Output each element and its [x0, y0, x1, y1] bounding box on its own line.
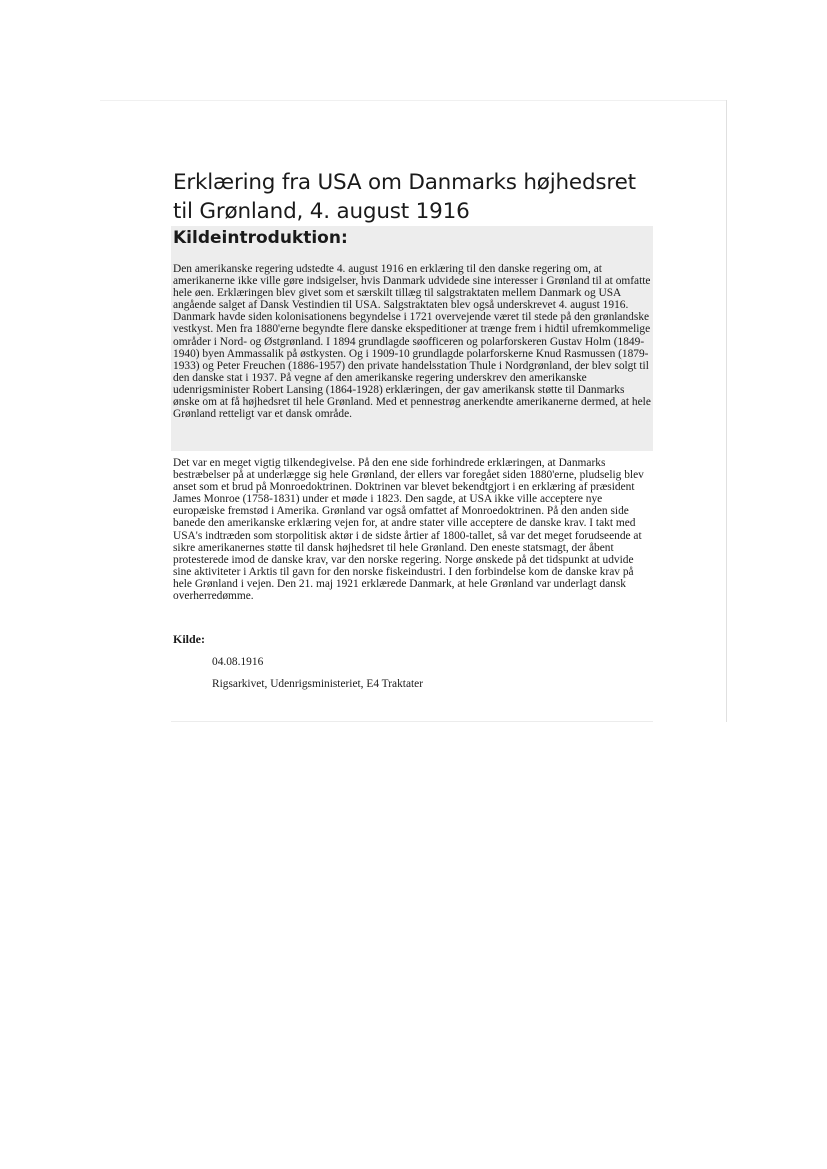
intro-text: Den amerikanske regering udstedte 4. august 1916 en erklæring til den danske regering om, at amerikanerne ikke ville gøre indsigelser, hvis Danmark udvidede sine interesser i Grønland til at omfatte hele øen. Erklæringen blev givet som et særskilt tillæg til salgstraktaten mellem Danmark og USA angående salget af Dansk Vestindien til USA. Salgstraktaten blev også underskrevet 4. august 1916. Danmark havde siden kolonisationens begyndelse i 1721 overvejende været til stede på den grønlandske vestkyst. Men fra 1880'erne begyndte flere danske ekspeditioner at trænge frem i hidtil ufremkommelige områder i Nord- og Østgrønland. I 1894 grundlagde søofficeren og polarforskeren Gustav Holm (1849-1940) byen Ammassalik på østkysten. Og i 1909-10 grundlagde polarforskerne Knud Rasmussen (1879-1933) og Peter Freuchen (1886-1957) den private handelsstation Thule i Nordgrønland, der blev solgt til den danske stat i 1937. På vegne af den amerikanske regering underskrev den amerikanske udenrigsminister Robert Lansing (1864-1928) erklæringen, der gav amerikansk støtte til Danmarks ønske om at få højhedsret til hele Grønland. Med et pennestrøg anerkendte amerikanerne dermed, at hele Grønland retteligt var et dansk område.: [173, 263, 651, 421]
source-heading: Kilde:: [173, 632, 205, 647]
intro-heading: Kildeintroduktion:: [173, 228, 348, 248]
source-archive: Rigsarkivet, Udenrigsministeriet, E4 Traktater: [212, 678, 424, 691]
source-date: 04.08.1916: [212, 656, 264, 669]
document: [171, 168, 653, 690]
main-text: Det var en meget vigtig tilkendegivelse. På den ene side forhindrede erklæringen, at Danmarks bestræbelser på at underlægge sig hele Grønland, der ellers var foregået siden 1880'erne, pludselig blev anset som et brud på Monroedoktrinen. Doktrinen var blevet bekendtgjort i en erklæring af præsident James Monroe (1758-1831) under et møde i 1823. Den sagde, at USA ikke ville acceptere nye europæiske fremstød i Amerika. Grønland var også omfattet af Monroedoktrinen. På den anden side banede den amerikanske erklæring vejen for, at andre stater ville acceptere de danske krav. I takt med USA's indtræden som storpolitisk aktør i de sidste årtier af 1800-tallet, så var det meget forudseende at sikre amerikanernes støtte til dansk højhedsret til hele Grønland. Den eneste statsmagt, der åbent protesterede imod de danske krav, var den norske regering. Norge ønskede på det tidspunkt at udvide sine aktiviteter i Arktis til gavn for den norske fiskeindustri. I den forbindelse kom de danske krav på hele Grønland i vejen. Den 21. maj 1921 erklærede Danmark, at hele Grønland var underlagt dansk overherredømme.: [173, 457, 644, 603]
page-frame-right: [726, 100, 727, 722]
page-frame-top: [100, 100, 727, 101]
bottom-rule: [171, 721, 653, 722]
document-title: Erklæring fra USA om Danmarks højhedsret til Grønland, 4. august 1916: [173, 170, 636, 224]
source-introduction: [171, 226, 653, 451]
